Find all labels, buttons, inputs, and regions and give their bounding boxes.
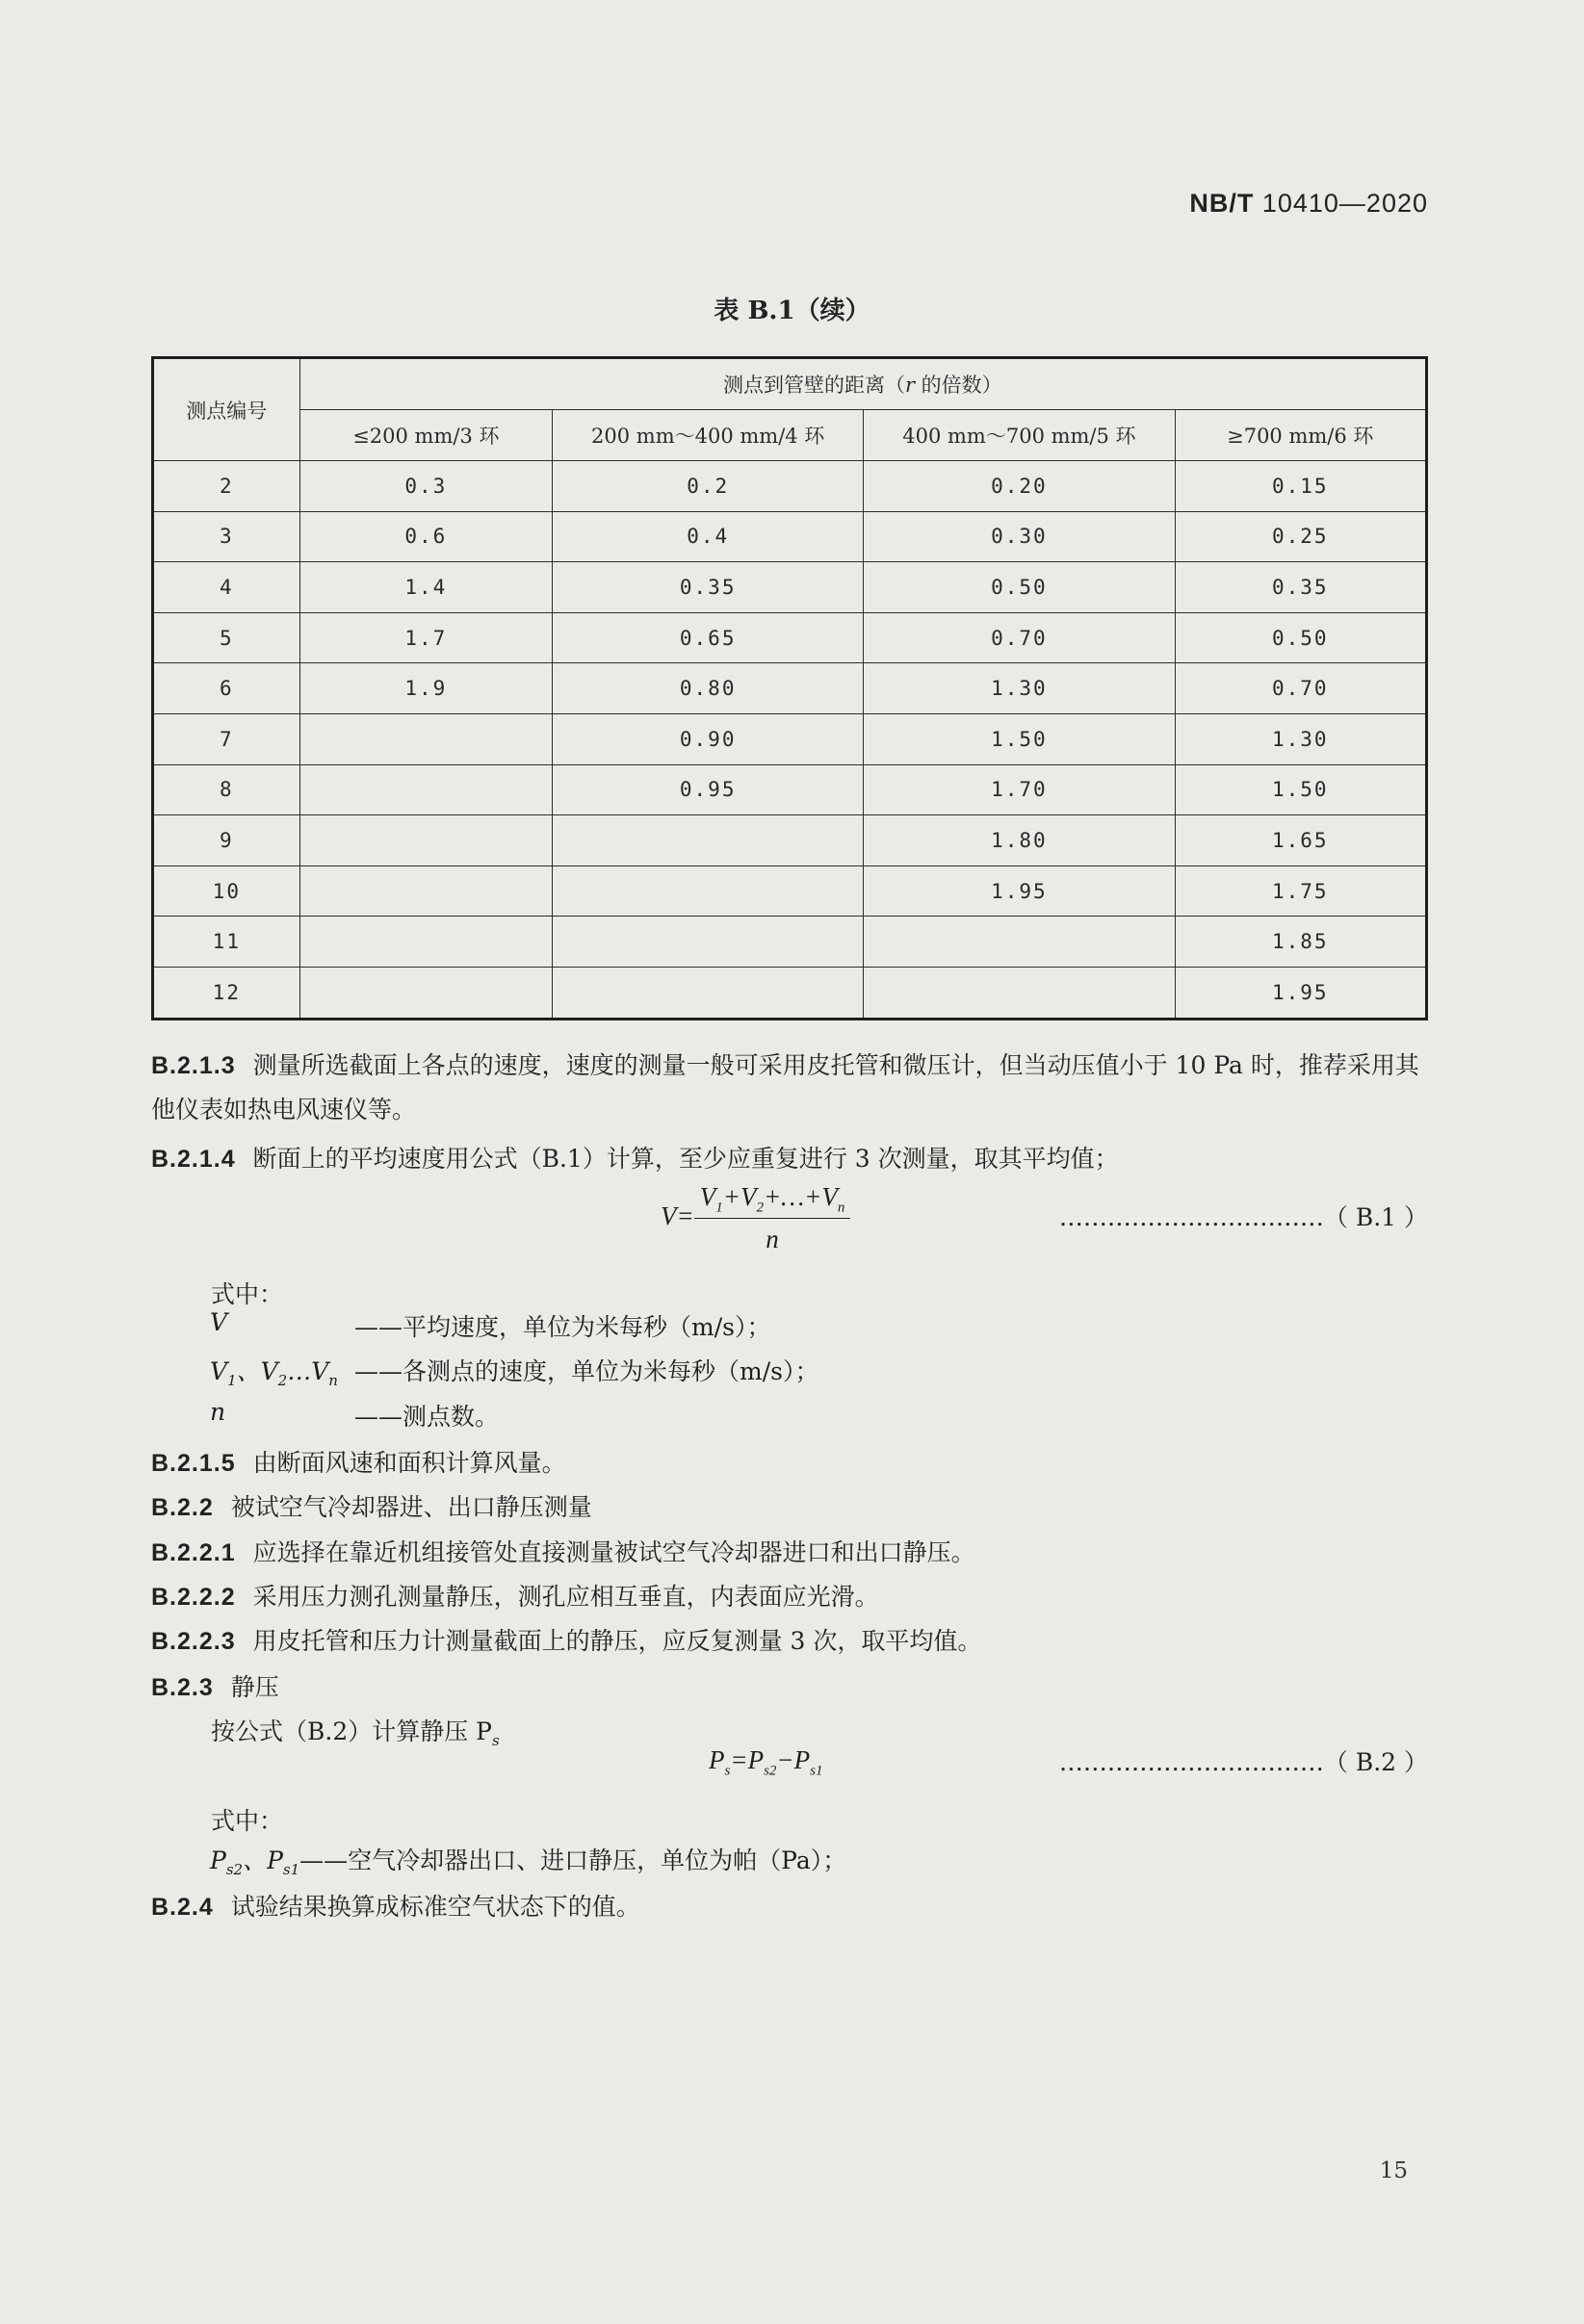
distance-cell bbox=[864, 967, 1175, 1019]
point-number-cell: 8 bbox=[153, 764, 300, 815]
distance-cell bbox=[864, 917, 1175, 968]
section-b24 bbox=[151, 1885, 1432, 1929]
var-n: n bbox=[210, 1398, 226, 1426]
distance-cell: 0.35 bbox=[553, 562, 864, 613]
table-row bbox=[153, 511, 1427, 562]
section-text: 静压 bbox=[230, 1673, 279, 1701]
distance-cell: 0.6 bbox=[299, 511, 552, 562]
table-row bbox=[153, 967, 1427, 1019]
section-number: B.2.2.1 bbox=[151, 1539, 236, 1566]
table-row bbox=[153, 612, 1427, 663]
section-number: B.2.1.3 bbox=[151, 1052, 236, 1079]
distance-cell: 0.25 bbox=[1175, 511, 1426, 562]
var-n-row bbox=[210, 1398, 500, 1431]
section-text: 由断面风速和面积计算风量。 bbox=[252, 1449, 566, 1477]
standard-header bbox=[1189, 189, 1428, 219]
distance-cell: 1.70 bbox=[864, 764, 1175, 815]
point-number-cell: 4 bbox=[153, 562, 300, 613]
distance-cell: 1.95 bbox=[864, 865, 1175, 917]
table-row bbox=[153, 764, 1427, 815]
standard-number: 10410—2020 bbox=[1261, 189, 1428, 218]
distance-cell: 0.70 bbox=[1175, 663, 1426, 714]
group-header-cell bbox=[299, 358, 1426, 410]
distance-cell: 0.90 bbox=[553, 713, 864, 764]
group-header-var: r bbox=[904, 374, 915, 397]
where-label-2: 式中： bbox=[211, 1807, 284, 1835]
section-text: 测量所选截面上各点的速度，速度的测量一般可采用皮托管和微压计，但当动压值小于 10 Pa 时，推荐采用其他仪表如热电风速仪等。 bbox=[151, 1051, 1419, 1123]
distance-cell: 1.30 bbox=[864, 663, 1175, 714]
row-header: 测点编号 bbox=[186, 399, 268, 423]
section-text: 试验结果换算成标准空气状态下的值。 bbox=[230, 1893, 640, 1921]
point-number-cell: 9 bbox=[153, 815, 300, 866]
group-header-pre: 测点到管壁的距离（ bbox=[722, 374, 905, 397]
distance-cell: 0.50 bbox=[864, 562, 1175, 613]
var-ps: $P_{s2}$、$P_{s1}$ bbox=[210, 1846, 300, 1878]
distance-cell: 0.35 bbox=[1175, 562, 1426, 613]
measurement-point-table bbox=[151, 356, 1428, 1020]
distance-cell bbox=[553, 815, 864, 866]
distance-cell bbox=[299, 917, 552, 968]
section-b223 bbox=[151, 1619, 1432, 1664]
point-number-cell: 5 bbox=[153, 612, 300, 663]
section-number: B.2.2.2 bbox=[151, 1584, 236, 1611]
table-row bbox=[153, 713, 1427, 764]
section-number: B.2.2.3 bbox=[151, 1628, 236, 1655]
distance-cell bbox=[299, 764, 552, 815]
section-number: B.2.4 bbox=[151, 1894, 214, 1921]
section-b221 bbox=[151, 1531, 1432, 1575]
table-row bbox=[153, 865, 1427, 917]
section-text: 应选择在靠近机组接管处直接测量被试空气冷却器进口和出口静压。 bbox=[252, 1538, 975, 1566]
group-header-post: 的倍数） bbox=[915, 374, 1002, 397]
var-v: V bbox=[210, 1308, 228, 1336]
table-row bbox=[153, 917, 1427, 968]
page-number: 15 bbox=[1379, 2158, 1408, 2183]
distance-cell: 0.30 bbox=[864, 511, 1175, 562]
distance-cell: 1.30 bbox=[1175, 713, 1426, 764]
var-vi: $V_1$、$V_2\dots V_n$ bbox=[210, 1357, 338, 1389]
table-body bbox=[153, 461, 1427, 1020]
var-ps-row bbox=[210, 1842, 846, 1878]
section-number: B.2.1.4 bbox=[151, 1146, 236, 1173]
standard-prefix: NB/T bbox=[1189, 189, 1255, 218]
distance-cell bbox=[553, 967, 864, 1019]
distance-cell: 0.50 bbox=[1175, 612, 1426, 663]
distance-cell bbox=[553, 865, 864, 917]
distance-cell: 1.80 bbox=[864, 815, 1175, 866]
column-header-1: ≤200 mm/3 环 bbox=[299, 410, 552, 461]
section-number: B.2.1.5 bbox=[151, 1450, 236, 1477]
var-vi-row bbox=[210, 1353, 819, 1389]
distance-cell bbox=[299, 865, 552, 917]
distance-cell bbox=[299, 815, 552, 866]
distance-cell: 1.50 bbox=[864, 713, 1175, 764]
formula-b1-label: ……………………………（ B.1 ） bbox=[1058, 1203, 1428, 1231]
table-row bbox=[153, 663, 1427, 714]
point-number-cell: 2 bbox=[153, 461, 300, 512]
table-row bbox=[153, 461, 1427, 512]
distance-cell: 1.65 bbox=[1175, 815, 1426, 866]
var-v-row bbox=[210, 1308, 771, 1341]
distance-cell: 1.7 bbox=[299, 612, 552, 663]
distance-cell bbox=[299, 967, 552, 1019]
section-text: 被试空气冷却器进、出口静压测量 bbox=[230, 1493, 592, 1521]
section-text: 断面上的平均速度用公式（B.1）计算，至少应重复进行 3 次测量，取其平均值； bbox=[252, 1145, 1119, 1173]
section-b222 bbox=[151, 1575, 1432, 1619]
distance-cell: 1.9 bbox=[299, 663, 552, 714]
distance-cell: 1.85 bbox=[1175, 917, 1426, 968]
column-header-2: 200 mm～400 mm/4 环 bbox=[553, 410, 864, 461]
distance-cell: 1.95 bbox=[1175, 967, 1426, 1019]
formula-b2-label: ……………………………（ B.2 ） bbox=[1058, 1748, 1428, 1776]
var-vi-desc: ——各测点的速度，单位为米每秒（m/s）； bbox=[354, 1357, 819, 1385]
table-row bbox=[153, 562, 1427, 613]
formula-b2: $P_s=P_{s2}-P_{s1}$ bbox=[709, 1745, 823, 1779]
section-number: B.2.2 bbox=[151, 1494, 214, 1521]
point-number-cell: 3 bbox=[153, 511, 300, 562]
distance-cell: 0.2 bbox=[553, 461, 864, 512]
distance-cell bbox=[553, 917, 864, 968]
section-b23 bbox=[151, 1666, 1432, 1710]
point-number-cell: 11 bbox=[153, 917, 300, 968]
point-number-cell: 7 bbox=[153, 713, 300, 764]
row-header-cell bbox=[153, 358, 300, 461]
var-n-desc: ——测点数。 bbox=[354, 1403, 500, 1431]
point-number-cell: 6 bbox=[153, 663, 300, 714]
distance-cell: 1.50 bbox=[1175, 764, 1426, 815]
distance-cell: 0.70 bbox=[864, 612, 1175, 663]
point-number-cell: 12 bbox=[153, 967, 300, 1019]
table-row bbox=[153, 815, 1427, 866]
formula-b1: V= $\frac{V_1+V_2+\dots+V_n}{n}$ bbox=[661, 1182, 850, 1254]
section-b22 bbox=[151, 1485, 1432, 1530]
distance-cell: 0.95 bbox=[553, 764, 864, 815]
where-label: 式中： bbox=[211, 1280, 284, 1308]
table-title: 表 B.1（续） bbox=[714, 297, 870, 325]
section-text: 用皮托管和压力计测量截面上的静压，应反复测量 3 次，取平均值。 bbox=[252, 1627, 982, 1655]
column-header-row bbox=[153, 410, 1427, 461]
distance-cell: 0.65 bbox=[553, 612, 864, 663]
section-b215 bbox=[151, 1441, 1432, 1485]
section-b23-body: 按公式（B.2）计算静压 $P_s$ bbox=[211, 1717, 500, 1749]
distance-cell: 0.4 bbox=[553, 511, 864, 562]
b23-body-text: 按公式（B.2）计算静压 P bbox=[211, 1717, 492, 1745]
var-ps-desc: ——空气冷却器出口、进口静压，单位为帕（Pa）； bbox=[299, 1846, 847, 1874]
section-b214 bbox=[151, 1137, 1432, 1181]
var-v-desc: ——平均速度，单位为米每秒（m/s）； bbox=[354, 1313, 771, 1341]
section-number: B.2.3 bbox=[151, 1674, 214, 1701]
section-text: 采用压力测孔测量静压，测孔应相互垂直，内表面应光滑。 bbox=[252, 1583, 879, 1611]
distance-cell: 0.15 bbox=[1175, 461, 1426, 512]
distance-cell: 0.20 bbox=[864, 461, 1175, 512]
distance-cell bbox=[299, 713, 552, 764]
section-b213 bbox=[151, 1044, 1432, 1132]
distance-cell: 0.80 bbox=[553, 663, 864, 714]
column-header-4: ≥700 mm/6 环 bbox=[1175, 410, 1426, 461]
distance-cell: 1.75 bbox=[1175, 865, 1426, 917]
point-number-cell: 10 bbox=[153, 865, 300, 917]
column-header-3: 400 mm～700 mm/5 环 bbox=[864, 410, 1175, 461]
distance-cell: 0.3 bbox=[299, 461, 552, 512]
distance-cell: 1.4 bbox=[299, 562, 552, 613]
